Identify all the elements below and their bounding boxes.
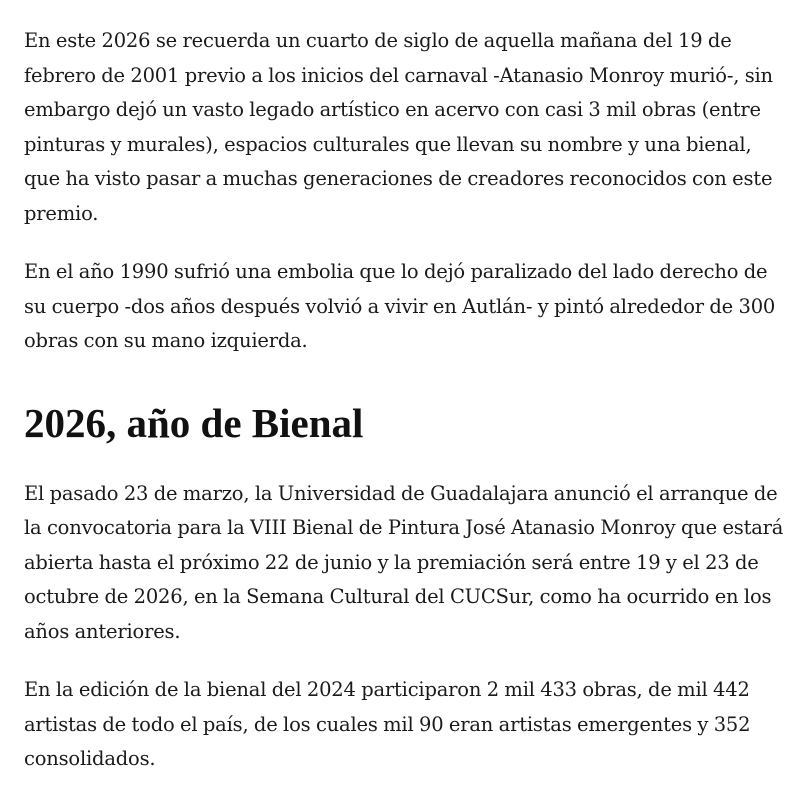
- paragraph-convocatoria: El pasado 23 de marzo, la Universidad de Guadalajara anunció el arranque de la convocatoria para la VIII Bienal de Pintura José Atanasio Monroy que estará abierta hasta el próximo 22 de junio y la premiación será entre 19 y el 23 de octubre de 2026, en la Semana Cultural del CUCSur, como ha ocurrido en los años anteriores.: [24, 481, 784, 643]
- paragraph-embolia: En el año 1990 sufrió una embolia que lo dejó paralizado del lado derecho de su cuerpo -dos años después volvió a vivir en Autlán- y pintó alrededor de 300 obras con su mano izquierda.: [24, 260, 776, 352]
- paragraph-legacy: En este 2026 se recuerda un cuarto de siglo de aquella mañana del 19 de febrero de 2001 previo a los inicios del carnaval -Atanasio Monroy murió-, sin embargo dejó un vasto legado artístico en acervo con casi 3 mil obras (entre pinturas y murales), espacios culturales que llevan su nombre y una bienal, que ha visto pasar a muchas generaciones de creadores reconocidos con este premio.: [24, 29, 773, 225]
- paragraph-edicion-2024: En la edición de la bienal del 2024 participaron 2 mil 433 obras, de mil 442 artistas de todo el país, de los cuales mil 90 eran artistas emergentes y 352 consolidados.: [24, 678, 751, 770]
- article-body: [24, 24, 786, 777]
- section-heading: 2026, año de Bienal: [24, 399, 364, 446]
